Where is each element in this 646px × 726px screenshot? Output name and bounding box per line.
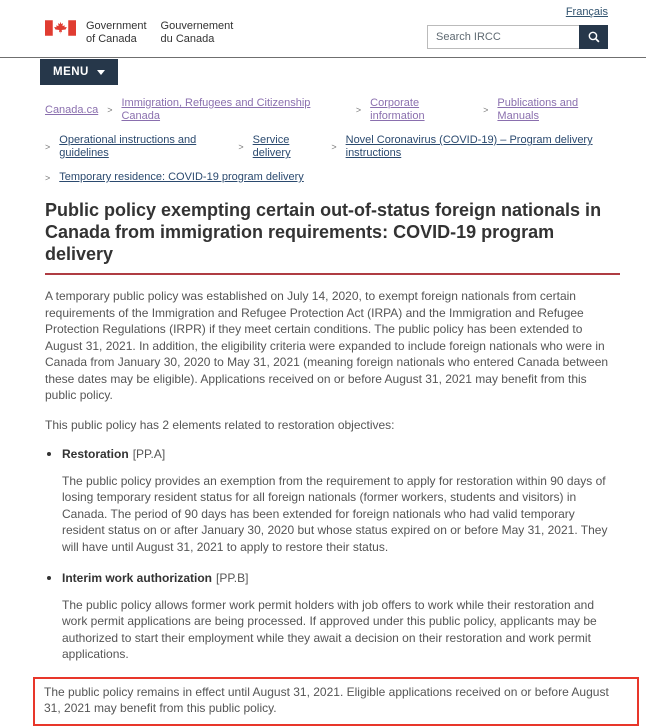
list-item-interim-work-authorization xyxy=(62,569,620,663)
breadcrumb-link-canada-ca[interactable]: Canada.ca xyxy=(45,103,99,116)
element-term: Restoration xyxy=(62,447,129,461)
breadcrumb-link-service-delivery[interactable]: Service delivery xyxy=(252,134,291,159)
menu-button[interactable] xyxy=(40,59,118,85)
breadcrumb-separator: > xyxy=(107,105,113,115)
menu-button-label: MENU xyxy=(53,66,89,78)
menu-bar xyxy=(0,58,646,85)
breadcrumb-separator: > xyxy=(45,142,51,152)
canada-flag-icon xyxy=(45,20,76,36)
breadcrumb-separator: > xyxy=(355,105,362,115)
breadcrumb-link-publications-and-manuals[interactable]: Publications and Manuals xyxy=(497,97,579,122)
chevron-down-icon xyxy=(97,70,105,75)
highlight-text: The public policy remains in effect until August 31, 2021. Eligible applications received on or before August 31, 2021 may benefit from this public policy. xyxy=(44,684,609,715)
intro-paragraph: A temporary public policy was established on July 14, 2020, to exempt foreign nationals from certain requirements of the Immigration and Refugee Protection Act (IRPA) and the Immigration and Refugee Protection Regulations (IRPR) if they meet certain conditions. The public policy has been extended to August 31, 2021. In addition, the eligibility criteria were expanded to include foreign nationals who were in Canada from January 30, 2020 to May 31, 2021 (meaning foreign nationals who entered Canada between these dates may be eligible). Applications received on or before August 31, 2021 may benefit from this public policy. xyxy=(45,289,609,402)
breadcrumb-separator: > xyxy=(331,142,337,152)
search-icon xyxy=(587,30,601,44)
goc-wordmark-en: Government of Canada xyxy=(86,20,147,45)
breadcrumb-separator: > xyxy=(238,142,244,152)
search-button[interactable] xyxy=(579,25,608,49)
language-toggle-link[interactable]: Français xyxy=(565,6,608,18)
policy-elements-list xyxy=(62,445,620,663)
breadcrumb-separator: > xyxy=(45,172,51,183)
element-tag: [PP.A] xyxy=(132,447,166,461)
breadcrumb-link-corporate-information[interactable]: Corporate information xyxy=(370,97,425,122)
goc-wordmark-fr: Gouvernement du Canada xyxy=(160,20,234,45)
page-title: Public policy exempting certain out-of-status foreign nationals in Canada from immigration requirements: COVID-19 program delivery xyxy=(45,199,620,275)
elements-intro: This public policy has 2 elements related to restoration objectives: xyxy=(45,417,395,432)
search-input[interactable] xyxy=(427,25,579,49)
breadcrumb-separator: > xyxy=(483,105,489,115)
element-tag: [PP.B] xyxy=(216,571,249,585)
element-term: Interim work authorization xyxy=(62,571,213,585)
breadcrumb-link-temporary-residence[interactable]: Temporary residence: COVID-19 program delivery xyxy=(59,171,304,183)
list-item-restoration xyxy=(62,445,620,555)
site-search xyxy=(427,25,608,49)
breadcrumb xyxy=(0,85,646,184)
breadcrumb-link-novel-coronavirus[interactable]: Novel Coronavirus (COVID-19) – Program delivery instructions xyxy=(345,134,593,159)
element-description: The public policy provides an exemption from the requirement to apply for restoration within 90 days of losing temporary resident status for all foreign nationals (former workers, students and visitors) in Canada. The period of 90 days has been extended for foreign nationals who had valid temporary resident status on or after January 30, 2020 but whose status expired on or before May 31, 2021. They will have until August 31, 2021 to apply to restore their status. xyxy=(62,473,608,554)
breadcrumb-link-ircc[interactable]: Immigration, Refugees and Citizenship Canada xyxy=(121,97,311,122)
highlighted-note xyxy=(33,677,639,726)
element-description: The public policy allows former work permit holders with job offers to work while their restoration and work permit applications are being processed. If approved under this public policy, applicants may be authorized to start their employment while they await a decision on their restoration and work permit applications. xyxy=(62,597,597,661)
goc-signature[interactable] xyxy=(45,20,233,46)
main-content xyxy=(0,199,646,726)
breadcrumb-link-operational-instructions[interactable]: Operational instructions and guidelines xyxy=(59,134,197,159)
site-header xyxy=(0,0,646,57)
